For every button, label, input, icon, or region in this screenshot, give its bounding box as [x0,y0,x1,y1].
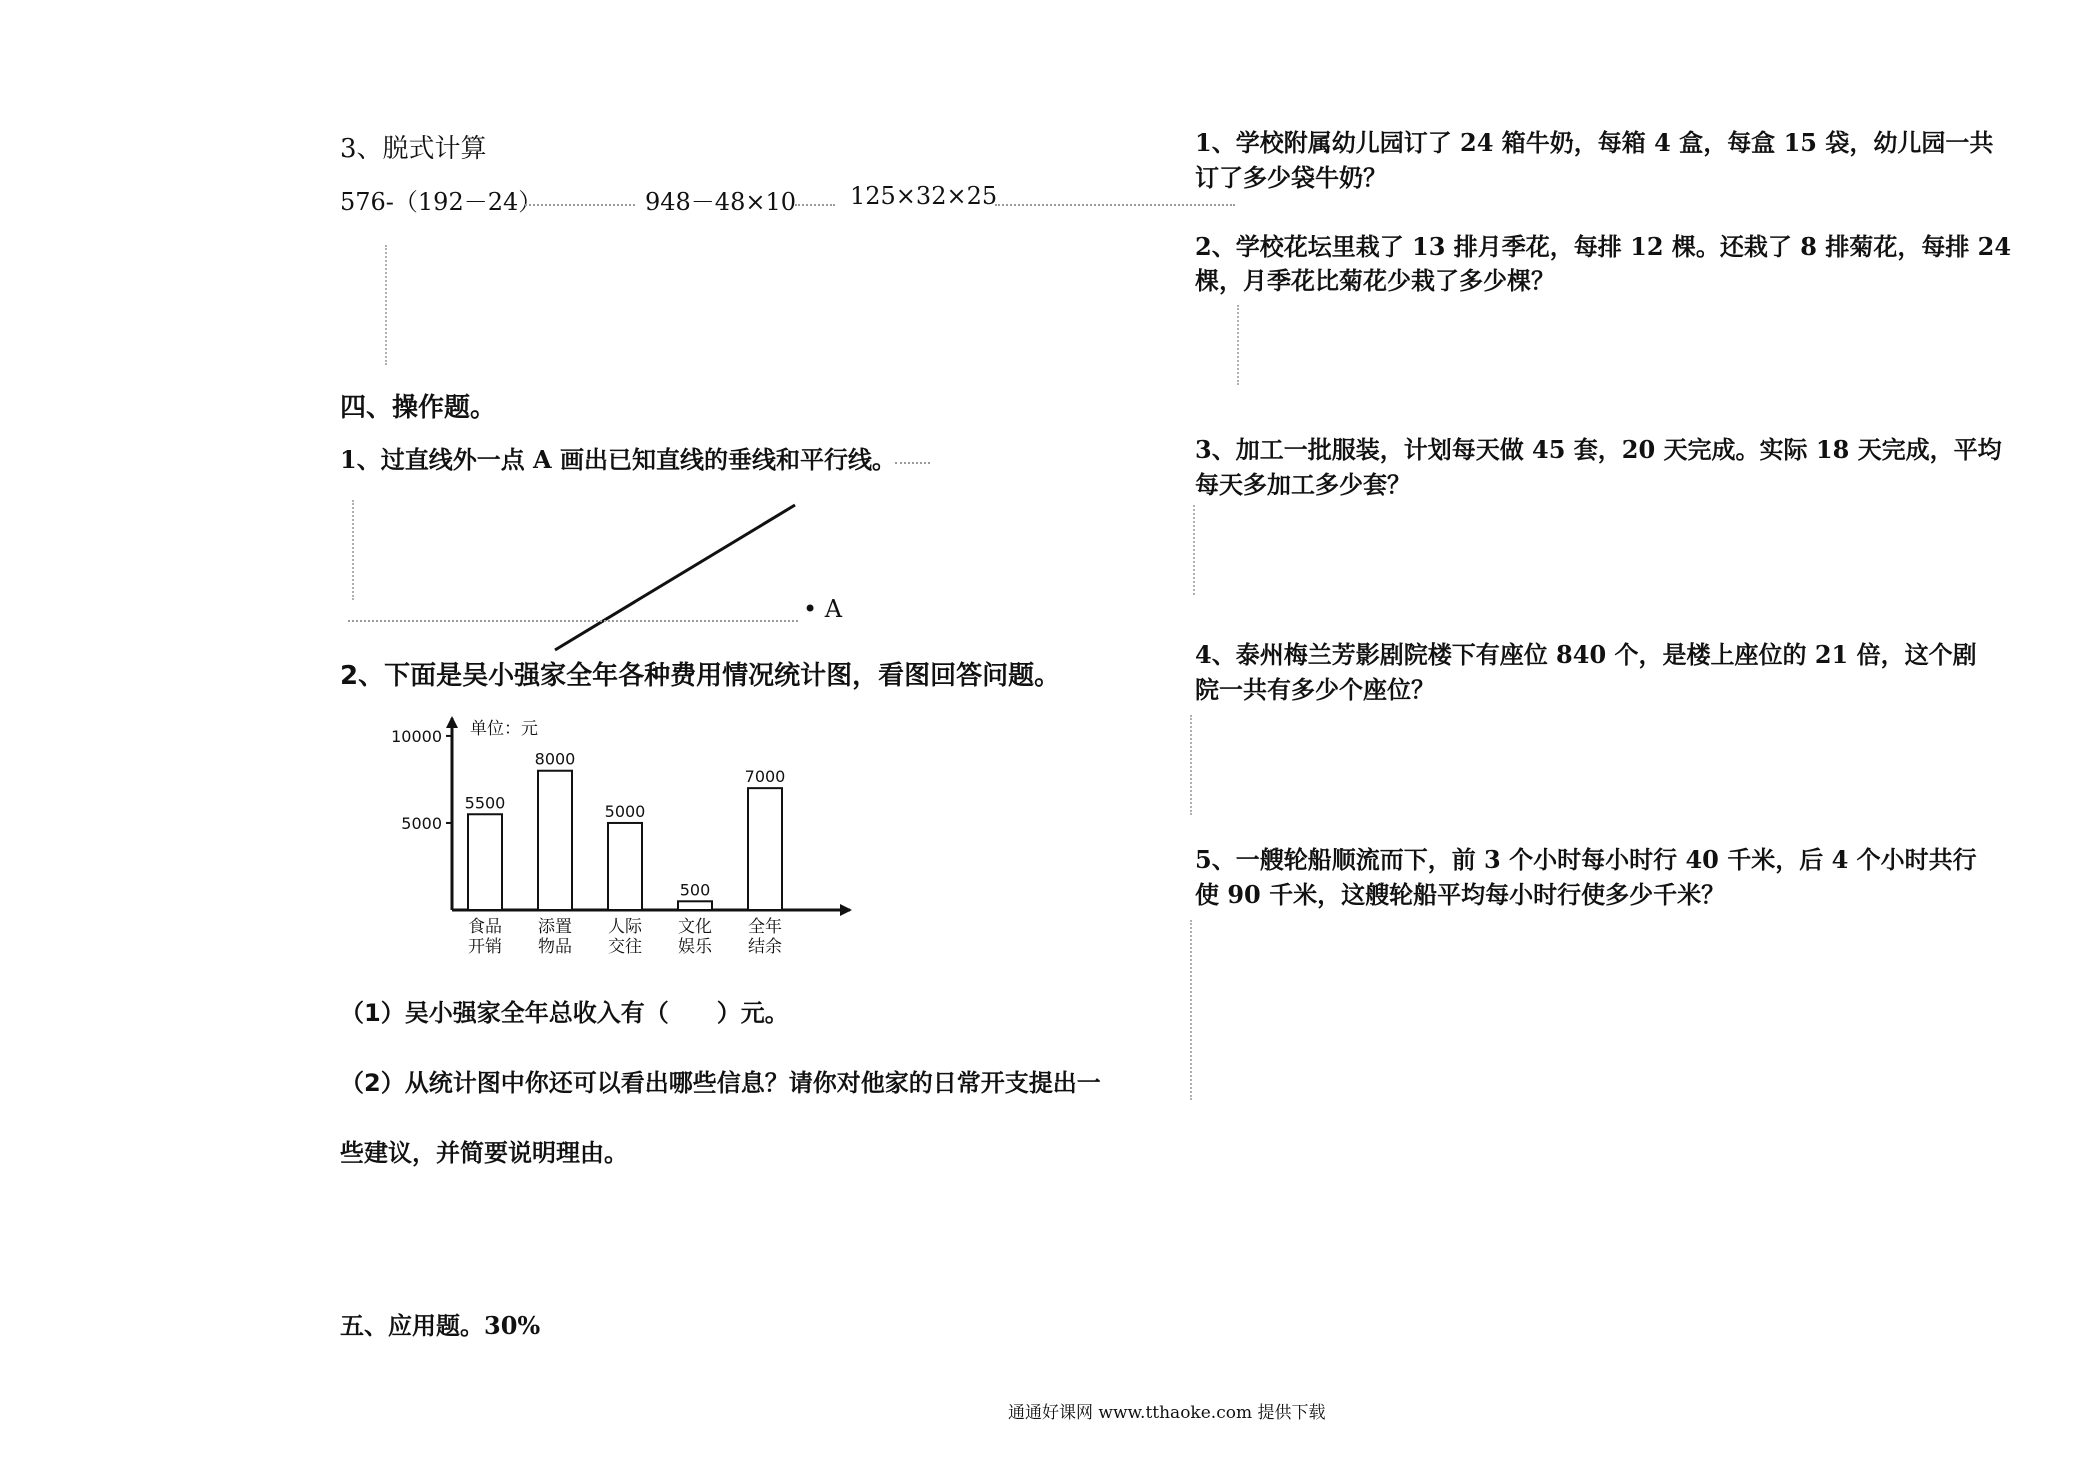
given-straight-line [555,505,795,650]
dotted-margin [385,245,387,365]
category-label: 交往 [608,937,642,957]
dotted-margin [1190,715,1192,815]
dotted-leader [525,204,635,206]
category-label: 文化 [678,917,712,937]
category-label: 食品 [468,917,502,937]
y-tick-labels [391,727,452,833]
bar [748,788,782,910]
bar [678,901,712,910]
problem-3-line-2: 每天多加工多少套？ [1195,470,1411,499]
problem-5-line-1: 5、一艘轮船顺流而下，前 3 个小时每小时行 40 千米，后 4 个小时共行 [1195,845,1977,874]
y-tick-label: 10000 [391,726,442,746]
bar-value-label: 7000 [744,767,786,787]
bar-value-label: 5500 [464,793,506,813]
section-4-title: 四、操作题。 [340,393,497,423]
footer-source: 通通好课网 www.tthaoke.com 提供下载 [1008,1403,1326,1423]
category-label: 添置 [538,917,572,937]
bar-value-label: 8000 [534,749,576,769]
question-2-part-2-line-1: （2）从统计图中你还可以看出哪些信息？请你对他家的日常开支提出一 [340,1069,1101,1097]
category-label: 开销 [468,937,502,957]
bar-value-label: 5000 [604,801,646,821]
category-label: 人际 [608,917,642,937]
question-1: 1、过直线外一点 A 画出已知直线的垂线和平行线。 [340,445,897,474]
problem-2-line-2: 棵，月季花比菊花少栽了多少棵？ [1195,266,1555,295]
category-label: 全年 [748,917,782,937]
dotted-baseline [348,620,798,622]
problem-3-line-1: 3、加工一批服装，计划每天做 45 套，20 天完成。实际 18 天完成，平均 [1195,435,2002,464]
unit-label: 单位：元 [470,719,538,739]
dotted-leader [995,204,1235,206]
category-label: 娱乐 [678,937,712,957]
dotted-margin [1237,305,1239,385]
dotted-margin [1193,505,1195,595]
bar-value-label: 500 [679,880,711,900]
category-label: 物品 [538,937,572,957]
bar [608,823,642,910]
bar [468,814,502,910]
calc-expression-1: 576-（192－24） [340,188,543,216]
expenses-bar-chart [380,710,860,970]
dotted-leader [795,204,835,206]
category-label: 结余 [748,937,782,957]
question-2: 2、下面是吴小强家全年各种费用情况统计图，看图回答问题。 [340,661,1061,691]
section-3-title: 3、脱式计算 [340,134,487,164]
problem-4-line-1: 4、泰州梅兰芳影剧院楼下有座位 840 个，是楼上座位的 21 倍，这个剧 [1195,640,1977,669]
calc-expression-3: 125×32×25 [850,182,998,210]
question-2-part-1: （1）吴小强家全年总收入有（ ）元。 [340,999,789,1027]
point-a-label: • A [803,595,843,623]
bar [538,771,572,910]
problem-2-line-1: 2、学校花坛里栽了 13 排月季花，每排 12 棵。还栽了 8 排菊花，每排 24 [1195,232,2012,261]
problem-1-line-1: 1、学校附属幼儿园订了 24 箱牛奶，每箱 4 盒，每盒 15 袋，幼儿园一共 [1195,128,1994,157]
question-2-part-2-line-2: 些建议，并简要说明理由。 [340,1139,628,1167]
section-5-title: 五、应用题。30% [340,1311,541,1340]
dotted-margin [1190,920,1192,1100]
dotted-leader [895,462,930,464]
problem-1-line-2: 订了多少袋牛奶？ [1195,163,1387,192]
y-tick-label: 5000 [401,813,442,833]
given-line-figure [340,490,860,660]
problem-4-line-2: 院一共有多少个座位？ [1195,675,1435,704]
category-labels [468,916,782,957]
problem-5-line-2: 使 90 千米，这艘轮船平均每小时行使多少千米？ [1195,880,1726,909]
calc-expression-2: 948－48×10 [645,188,796,216]
bars [468,771,782,910]
